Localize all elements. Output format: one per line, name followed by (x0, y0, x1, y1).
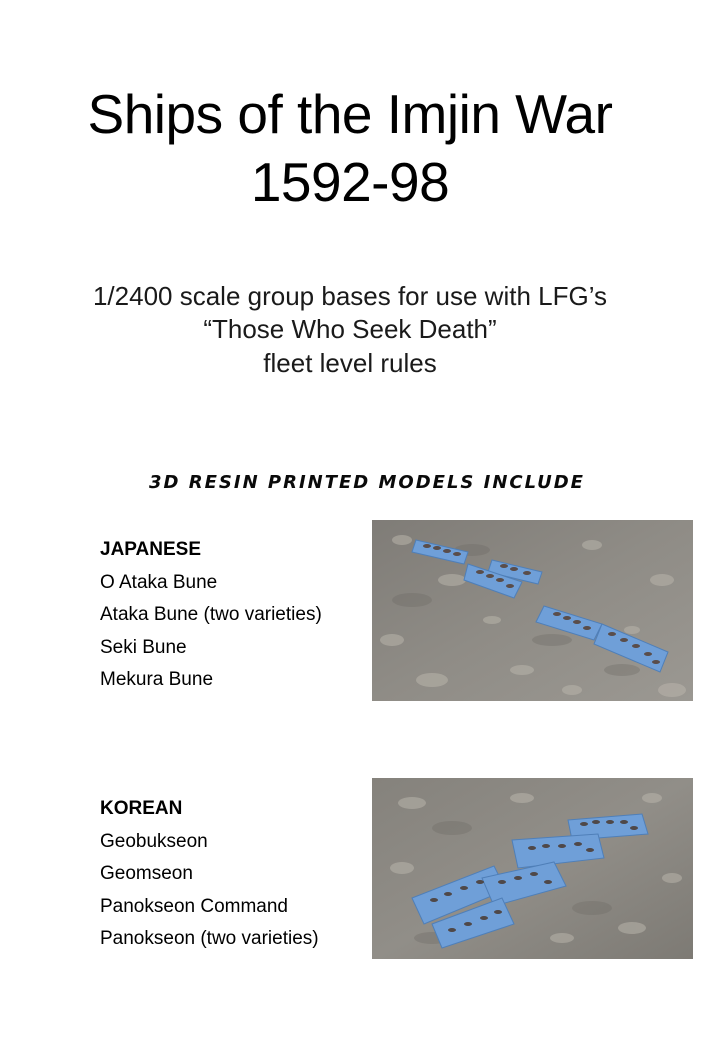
japanese-header: JAPANESE (100, 539, 202, 560)
subtitle-line-3: fleet level rules (263, 348, 437, 378)
korean-header: KOREAN (100, 798, 183, 819)
japanese-item: Ataka Bune (two varieties) (100, 604, 322, 625)
korean-models-photo (372, 778, 693, 959)
japanese-item: O Ataka Bune (100, 571, 218, 593)
korean-item: Panokseon Command (100, 895, 288, 917)
japanese-item: Mekura Bune (100, 669, 214, 690)
section-heading: 3D RESIN PRINTED MODELS INCLUDE (149, 472, 585, 493)
japanese-ship-list (100, 534, 322, 697)
subtitle-line-2: “Those Who Seek Death” (203, 314, 497, 344)
page-title-line-1: Ships of the Imjin War (87, 83, 613, 145)
page-title-line-2: 1592-98 (250, 151, 450, 213)
korean-item: Geobukseon (100, 830, 208, 852)
korean-item: Panokseon (two varieties) (100, 928, 319, 949)
japanese-item: Seki Bune (100, 636, 187, 658)
subtitle-line-1: 1/2400 scale group bases for use with LFG’s (92, 281, 608, 311)
korean-ship-list (100, 793, 319, 956)
korean-item: Geomseon (100, 863, 193, 884)
japanese-models-photo (372, 520, 693, 701)
